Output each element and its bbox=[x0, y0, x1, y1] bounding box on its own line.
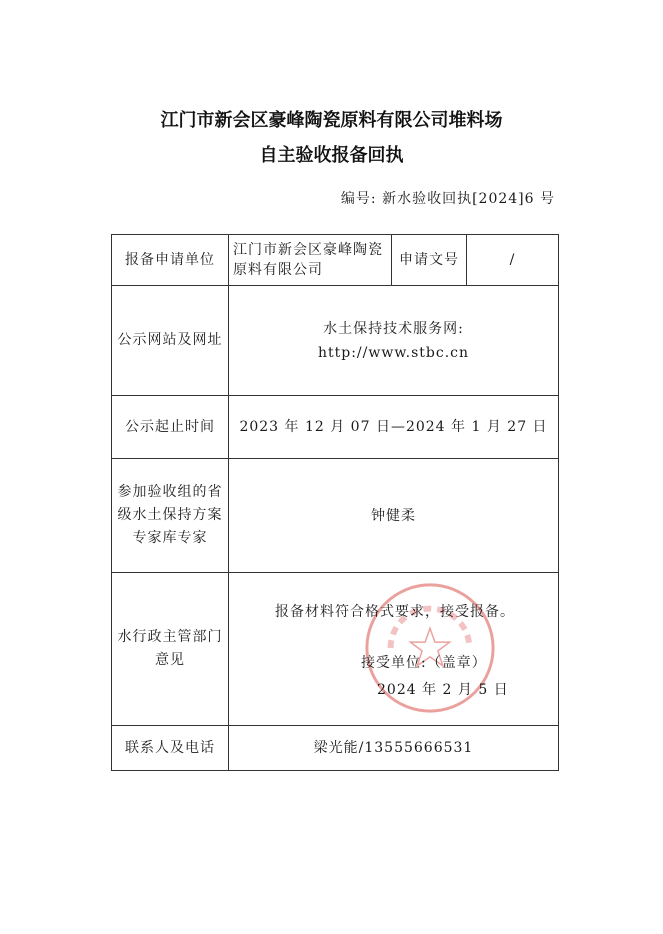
opinion-date: 2024 年 2 月 5 日 bbox=[377, 682, 509, 698]
expert-value: 钟健柔 bbox=[229, 459, 559, 573]
row-website bbox=[112, 286, 559, 396]
expert-label-line-3: 专家库专家 bbox=[132, 530, 208, 546]
period-value: 2023 年 12 月 07 日—2024 年 1 月 27 日 bbox=[229, 396, 559, 459]
contact-label: 联系人及电话 bbox=[112, 726, 229, 771]
website-name: 水土保持技术服务网: bbox=[323, 320, 464, 337]
document-subtitle: 自主验收报备回执 bbox=[259, 145, 404, 166]
application-number-value: / bbox=[467, 235, 559, 286]
applicant-label: 报备申请单位 bbox=[112, 235, 229, 286]
application-number-label: 申请文号 bbox=[392, 235, 467, 286]
applicant-value: 江门市新会区豪峰陶瓷原料有限公司 bbox=[229, 235, 392, 286]
expert-label-line-2: 级水土保持方案 bbox=[117, 507, 223, 523]
opinion-label-line-2: 意见 bbox=[155, 652, 185, 668]
expert-label-line-1: 参加验收组的省 bbox=[117, 484, 223, 500]
opinion-text: 报备材料符合格式要求，接受报备。 bbox=[275, 604, 515, 620]
expert-label bbox=[112, 459, 229, 573]
row-applicant bbox=[112, 235, 559, 286]
contact-value: 梁光能/13555666531 bbox=[229, 726, 559, 771]
period-label: 公示起止时间 bbox=[112, 396, 229, 459]
row-period bbox=[112, 396, 559, 459]
opinion-label-line-1: 水行政主管部门 bbox=[117, 629, 223, 645]
website-value bbox=[229, 286, 559, 396]
document-number: 编号: 新水验收回执[2024]6 号 bbox=[340, 191, 555, 207]
row-expert bbox=[112, 459, 559, 573]
opinion-label bbox=[112, 573, 229, 726]
document-title: 江门市新会区豪峰陶瓷原料有限公司堆料场 bbox=[160, 110, 503, 131]
opinion-receiver: 接受单位:（盖章） bbox=[361, 655, 487, 671]
row-opinion bbox=[112, 573, 559, 726]
row-contact bbox=[112, 726, 559, 771]
website-label: 公示网站及网址 bbox=[112, 286, 229, 396]
opinion-cell bbox=[229, 573, 559, 726]
receipt-form-table bbox=[111, 234, 559, 771]
website-url: http://www.stbc.cn bbox=[317, 344, 470, 361]
